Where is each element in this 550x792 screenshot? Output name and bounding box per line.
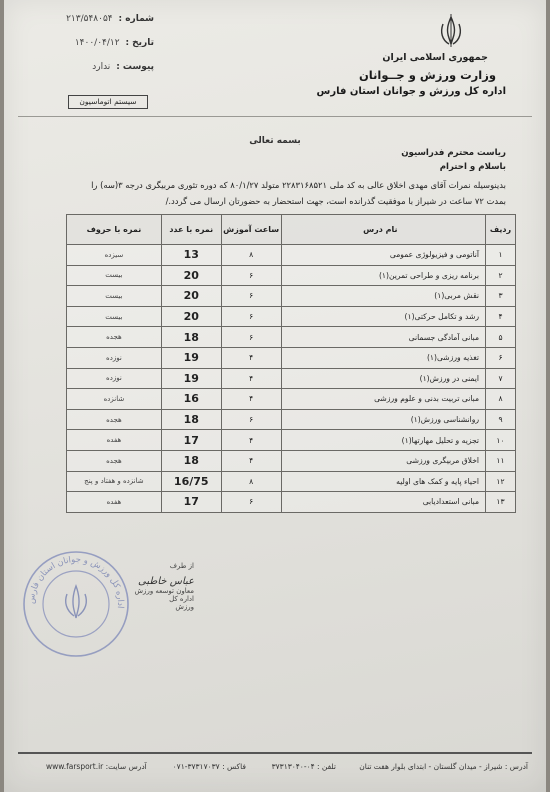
course-hours: ۶ [221,327,281,348]
letter-date [44,38,154,48]
row-number: ۴ [486,306,516,327]
grades-table [66,214,516,513]
course-name: تغذیه ورزشی(۱) [281,347,485,368]
attachment-value: ندارد [92,62,111,72]
grade-number: 20 [161,286,221,307]
course-hours: ۶ [221,492,281,513]
number-value: ۲۱۳/۵۴۸۰۵۴ [66,14,113,24]
grade-words: بیست [67,286,162,307]
table-row [67,450,516,471]
letter-page [4,0,546,792]
table-row [67,389,516,410]
row-number: ۳ [486,286,516,307]
grade-words: شانزده [67,389,162,410]
grade-words: شانزده و هفتاد و پنج [67,471,162,492]
grade-words: هفده [67,430,162,451]
table-row [67,492,516,513]
table-row [67,347,516,368]
course-name: نقش مربی(۱) [281,286,485,307]
table-row [67,286,516,307]
course-hours: ۶ [221,265,281,286]
svg-text:اداره کل ورزش و جوانان استان ف [27,555,125,609]
course-hours: ۴ [221,368,281,389]
table-row [67,306,516,327]
course-hours: ۴ [221,389,281,410]
table-row [67,245,516,266]
table-row [67,265,516,286]
grade-number: 18 [161,450,221,471]
row-number: ۱۲ [486,471,516,492]
grade-words: هفده [67,492,162,513]
grade-number: 17 [161,492,221,513]
greeting: باسلام و احترام [439,162,506,172]
basmala: بسمه تعالی [249,136,301,146]
grade-words: سیزده [67,245,162,266]
grade-number: 18 [161,327,221,348]
letter-number [44,14,154,24]
course-hours: ۴ [221,347,281,368]
grade-words: نوزده [67,347,162,368]
row-number: ۵ [486,327,516,348]
header-divider [18,116,532,117]
grade-number: 20 [161,265,221,286]
attachment-label: پیوست : [116,62,154,72]
course-hours: ۴ [221,450,281,471]
date-value: ۱۴۰۰/۰۴/۱۲ [74,38,120,48]
course-name: احیاء پایه و کمک های اولیه [281,471,485,492]
grade-words: هجده [67,327,162,348]
body-line-1: بدینوسیله نمرات آقای مهدی اخلاق عالی به کد ملی ۲۲۸۳۱۶۸۵۲۱ متولد ۸۰/۱/۲۷ که دوره تئوری مربیگری درجه ۳(سه) را [91,180,506,190]
grade-words: بیست [67,306,162,327]
row-number: ۸ [486,389,516,410]
signer-title-1: معاون توسعه ورزش [134,587,194,595]
row-number: ۱۰ [486,430,516,451]
table-row [67,327,516,348]
org-line-3: اداره کل ورزش و جوانان استان فارس [316,86,506,97]
body-line-2: بمدت ۷۲ ساعت در شیراز با موفقیت گذرانده است، جهت استحضار به حضورتان ارسال می گردد./ [165,196,506,206]
footer-phone: تلفن : ۰۴-۳۷۳۱۳۰۴۰ [271,762,336,771]
signer-name: عباس خاطبی [138,576,194,587]
from-label: از طرف [169,562,194,570]
seal-text: اداره کل ورزش و جوانان استان فارس [26,554,126,609]
number-label: شماره : [118,14,154,24]
grade-words: بیست [67,265,162,286]
course-name: تجزیه و تحلیل مهارتها(۱) [281,430,485,451]
course-hours: ۸ [221,245,281,266]
grade-words: هجده [67,409,162,430]
course-name: رشد و تکامل حرکتی(۱) [281,306,485,327]
footer-fax: فاکس : ۳۷۳۱۷۰۳۷-۰۷۱ [172,762,246,771]
course-hours: ۶ [221,306,281,327]
signer-title-3: ورزش [175,603,194,611]
system-stamp: سیستم اتوماسیون [68,95,148,109]
course-hours: ۶ [221,409,281,430]
table-row [67,409,516,430]
table-header-row [67,215,516,245]
row-number: ۶ [486,347,516,368]
grade-words: نوزده [67,368,162,389]
row-number: ۹ [486,409,516,430]
course-name: اخلاق مربیگری ورزشی [281,450,485,471]
header-grade-word: نمره با حروف [67,215,162,245]
grades-body [67,245,516,513]
course-name: مبانی تربیت بدنی و علوم ورزشی [281,389,485,410]
row-number: ۱۳ [486,492,516,513]
org-line-1: جمهوری اسلامی ایران [382,52,488,63]
course-name: مبانی آمادگی جسمانی [281,327,485,348]
grade-number: 13 [161,245,221,266]
signer-title-2: اداره کل [169,595,194,603]
course-name: مبانی استعدادیابی [281,492,485,513]
row-number: ۲ [486,265,516,286]
signature-block [114,562,194,611]
header-grade-num: نمره با عدد [161,215,221,245]
recipient: ریاست محترم فدراسیون [401,148,506,158]
row-number: ۱۱ [486,450,516,471]
row-number: ۱ [486,245,516,266]
grade-number: 18 [161,409,221,430]
header-hours: ساعت آموزش [221,215,281,245]
footer-website: آدرس سایت: www.farsport.ir [46,762,147,771]
course-hours: ۶ [221,286,281,307]
row-number: ۷ [486,368,516,389]
letter-attachment [44,62,154,72]
table-row [67,430,516,451]
table-row [67,368,516,389]
iran-emblem-icon [436,14,466,50]
header-course: نام درس [281,215,485,245]
org-line-2: وزارت ورزش و جــوانان [358,68,496,82]
date-label: تاریخ : [125,38,154,48]
table-row [67,471,516,492]
grade-words: هجده [67,450,162,471]
course-hours: ۸ [221,471,281,492]
grade-number: 19 [161,347,221,368]
grade-number: 17 [161,430,221,451]
grade-number: 16/75 [161,471,221,492]
grade-number: 19 [161,368,221,389]
footer-address: آدرس : شیراز - میدان گلستان - ابتدای بلوار هفت تنان [359,762,528,771]
footer-divider [18,752,532,754]
course-hours: ۴ [221,430,281,451]
course-name: ایمنی در ورزش(۱) [281,368,485,389]
grade-number: 20 [161,306,221,327]
header-row: ردیف [486,215,516,245]
course-name: آناتومی و فیزیولوژی عمومی [281,245,485,266]
course-name: روانشناسی ورزش(۱) [281,409,485,430]
grade-number: 16 [161,389,221,410]
course-name: برنامه ریزی و طراحی تمرین(۱) [281,265,485,286]
